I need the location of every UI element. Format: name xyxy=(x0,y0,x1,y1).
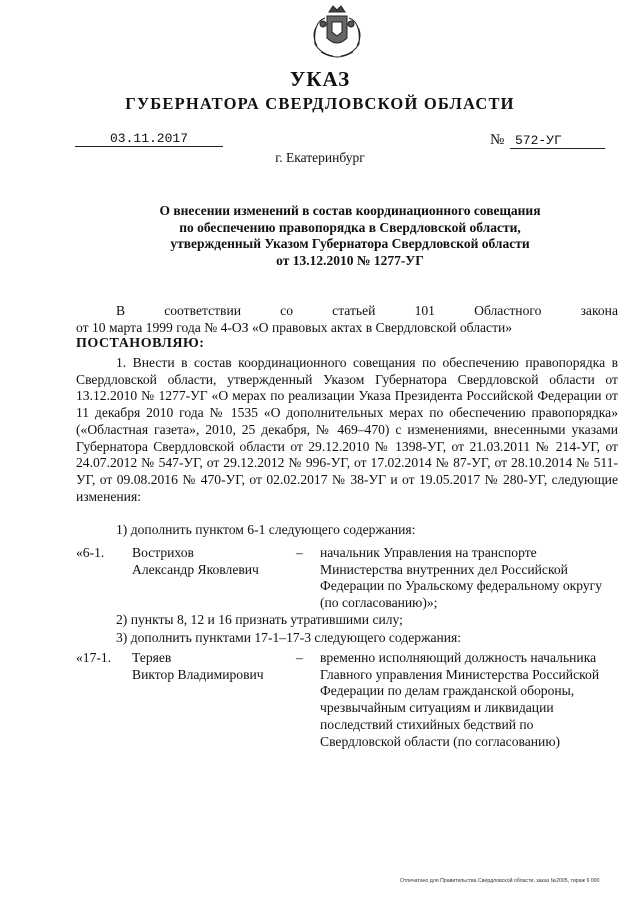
entry-17-1-dash: – xyxy=(296,650,303,665)
entry-6-1-mark: «6-1. xyxy=(76,545,105,560)
item-1-paragraph: 1. Внести в состав координационного совещания по обеспечению правопорядка в Свердловской области, утвержденный Указом Губернатора Свердловской области от 13.12.2010 № 1277-УГ «О мерах по реализации Указа Президента Российской Федерации от 11 декабря 2010 года № 1535 «О дополнительных мерах по обеспечению правопорядка» («Областная газета», 2010, 25 декабря, № 469–470) с изменениями, внесенными указами Губернатора Свердловской области от 29.12.2010 № 1398-УГ, от 21.03.2011 № 214-УГ, от 24.07.2012 № 547-УГ, от 29.12.2012 № 996-УГ, от 17.02.2014 № 87-УГ, от 28.10.2014 № 511-УГ, от 09.08.2016 № 470-УГ, от 02.02.2017 № 38-УГ и от 19.05.2017 № 280-УГ, следующие изменения: xyxy=(76,355,618,504)
entry-17-1-surname: Теряев xyxy=(132,650,172,665)
number-underline xyxy=(510,148,605,149)
document-title: УКАЗ xyxy=(289,67,351,91)
entry-6-1-dash: – xyxy=(296,545,303,560)
entry-6-1-position: начальник Управления на транспорте Министерства внутренних дел Российской Федерации по Уральскому федеральному округу (по согласованию)»; xyxy=(320,545,603,611)
print-footer: Отпечатано для Правительства Свердловской области, заказ №2005, тираж 6 000 xyxy=(400,878,600,884)
entry-6-1-surname: Вострихов xyxy=(132,545,194,560)
heading-line-1: О внесении изменений в состав координационного совещания xyxy=(159,203,541,218)
city: г. Екатеринбург xyxy=(275,150,365,165)
entry-6-1-given-names: Александр Яковлевич xyxy=(132,562,259,577)
coat-of-arms-emblem xyxy=(303,4,371,64)
document-number: 572-УГ xyxy=(515,133,562,148)
decree-word: ПОСТАНОВЛЯЮ: xyxy=(76,336,205,351)
heading-line-3: утвержденный Указом Губернатора Свердловской области xyxy=(170,236,530,251)
heading-line-4: от 13.12.2010 № 1277-УГ xyxy=(276,252,424,268)
intro-paragraph-line-1: В соответствии со статьей 101 Областного закона xyxy=(116,303,618,318)
document-heading xyxy=(70,203,630,269)
intro-paragraph-line-2: от 10 марта 1999 года № 4-ОЗ «О правовых актах в Свердловской области» xyxy=(76,320,513,335)
subitem-2: 2) пункты 8, 12 и 16 признать утратившими силу; xyxy=(116,612,403,627)
heading-line-2: по обеспечению правопорядка в Свердловской области, xyxy=(179,219,521,235)
subitem-1: 1) дополнить пунктом 6-1 следующего содержания: xyxy=(116,522,416,537)
entry-17-1-given-names: Виктор Владимирович xyxy=(132,667,264,682)
number-sign: № xyxy=(490,132,505,148)
document-date: 03.11.2017 xyxy=(110,131,189,146)
subitem-3: 3) дополнить пунктами 17-1–17-3 следующего содержания: xyxy=(116,630,462,645)
entry-17-1-position: временно исполняющий должность начальника Главного управления Министерства Российской Федерации по делам гражданской обороны, чрезвычайным ситуациям и ликвидации последствий стихийных бедствий по Свердловской области (по согласованию) xyxy=(320,650,600,749)
entry-17-1-mark: «17-1. xyxy=(76,650,112,665)
document-subtitle: ГУБЕРНАТОРА СВЕРДЛОВСКОЙ ОБЛАСТИ xyxy=(125,94,515,113)
date-underline xyxy=(75,146,223,147)
